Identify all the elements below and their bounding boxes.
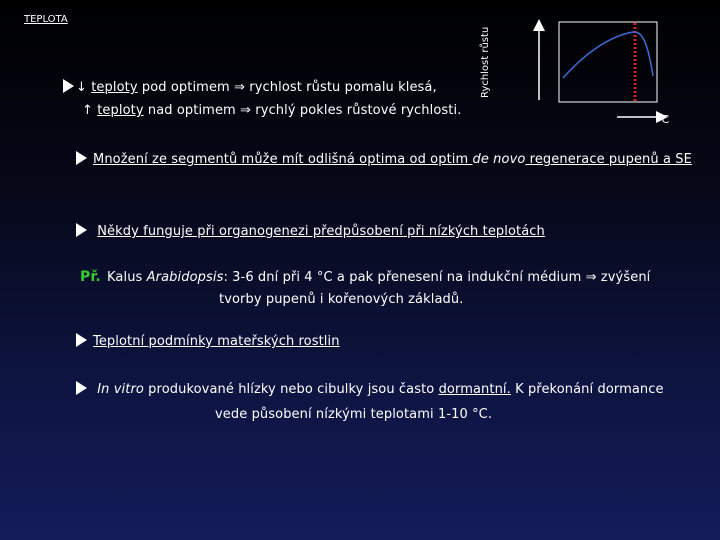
- slide-title: TEPLOTA: [24, 14, 68, 25]
- text-segment: K překonání dormance: [510, 382, 664, 397]
- arrow-down-symbol: ↓: [76, 80, 87, 95]
- bullet-arrow-icon: [76, 381, 87, 395]
- graph-x-unit: °C: [656, 113, 670, 126]
- bullet-above-optimum: [82, 103, 461, 118]
- term-arabidopsis: Arabidopsis: [146, 270, 224, 285]
- bullet-arrow-icon: [76, 333, 87, 347]
- text-segment: zvýšení: [596, 270, 651, 285]
- text-segment: Množení ze segmentů může mít odlišná optima od optim: [93, 152, 473, 167]
- example-arabidopsis-line2: tvorby pupenů i kořenových základů.: [219, 292, 464, 307]
- bullet-below-optimum: [63, 79, 437, 95]
- bullet-arrow-icon: [63, 79, 74, 93]
- text-segment: pod optimem: [137, 80, 235, 95]
- text-segment: : 3-6 dní při 4 °C a pak přenesení na indukční médium: [223, 270, 586, 285]
- text-segment: rychlost růstu pomalu klesá,: [245, 80, 437, 95]
- growth-curve: [563, 32, 653, 78]
- graph-plot-frame: [559, 22, 657, 102]
- text-segment: rychlý pokles růstové rychlosti.: [251, 103, 462, 118]
- text-segment: produkované hlízky nebo cibulky jsou často: [143, 382, 439, 397]
- text-segment: Teplotní podmínky mateřských rostlin: [93, 334, 340, 349]
- text-segment: regenerace pupenů a SE: [525, 152, 692, 167]
- text-segment: Někdy funguje při organogenezi předpůsobení při nízkých teplotách: [97, 224, 545, 239]
- text-segment: Kalus: [102, 270, 147, 285]
- arrow-up-symbol: ↑: [82, 103, 93, 118]
- bullet-arrow-icon: [76, 223, 87, 237]
- growth-temperature-graph: [525, 18, 675, 128]
- term-dormantni: dormantní.: [438, 382, 511, 397]
- implies-symbol: ⇒: [585, 270, 597, 285]
- example-prefix: Př.: [80, 269, 101, 285]
- bullet-arrow-icon: [76, 151, 87, 165]
- bullet-segment-optima: [76, 151, 692, 167]
- bullet-preconditioning: [76, 223, 545, 239]
- text-segment: nad optimem: [143, 103, 241, 118]
- term-de-novo: de novo: [472, 152, 526, 167]
- bullet-maternal-plants: [76, 333, 340, 349]
- graph-y-axis-label: Rychlost růstu: [480, 26, 491, 98]
- term-teploty: teploty: [97, 103, 144, 118]
- example-arabidopsis: [80, 269, 650, 285]
- implies-symbol: ⇒: [234, 80, 246, 95]
- term-in-vitro: In vitro: [97, 382, 144, 397]
- implies-symbol: ⇒: [240, 103, 252, 118]
- bullet-dormancy: [76, 381, 664, 397]
- term-teploty: teploty: [91, 80, 138, 95]
- bullet-dormancy-line2: vede působení nízkými teplotami 1-10 °C.: [215, 407, 493, 422]
